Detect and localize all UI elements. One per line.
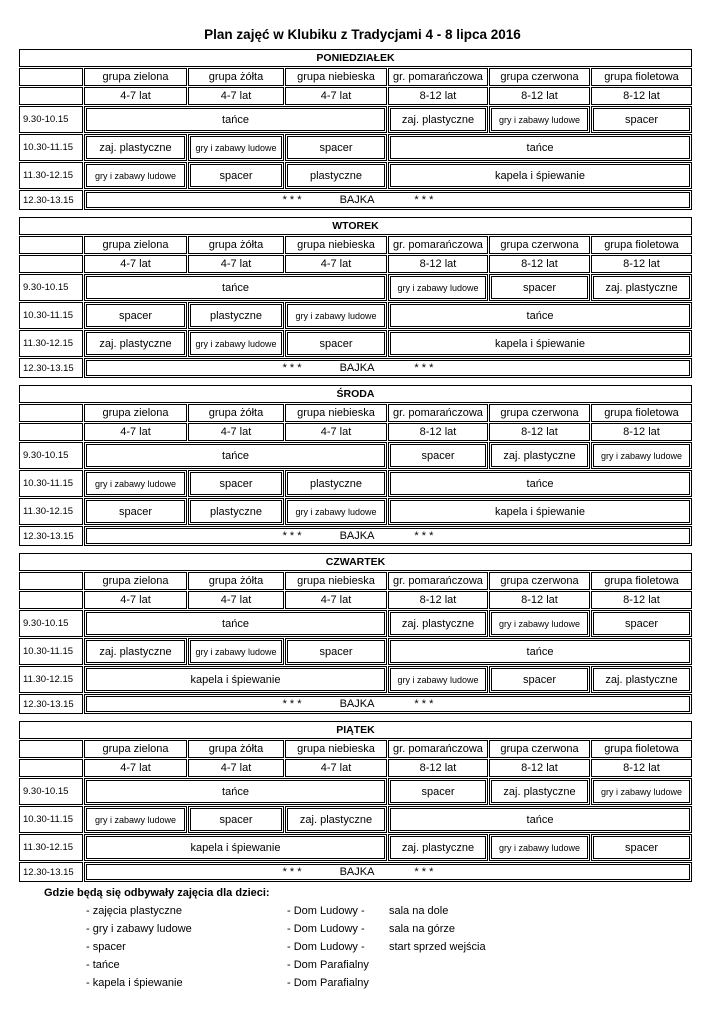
blank-cell — [19, 759, 83, 777]
day-section — [19, 721, 692, 886]
time-slot: 10.30-11.15 — [19, 134, 83, 161]
day-section — [19, 553, 692, 718]
day-header: WTOREK — [19, 217, 692, 235]
activity-cell: plastyczne — [285, 470, 387, 497]
bajka-label: BAJKA — [339, 530, 375, 542]
group-name: grupa żółta — [188, 236, 284, 254]
group-age: 4-7 lat — [188, 87, 284, 105]
group-name: grupa czerwona — [489, 68, 590, 86]
group-name: grupa czerwona — [489, 740, 590, 758]
activity-cell: spacer — [388, 778, 488, 805]
activity-cell: zaj. plastyczne — [388, 834, 488, 861]
day-section — [19, 217, 692, 382]
activity-cell: zaj. plastyczne — [84, 330, 187, 357]
activity-cell: tańce — [388, 806, 692, 833]
bajka-label: BAJKA — [339, 362, 375, 374]
activity-cell: zaj. plastyczne — [489, 778, 590, 805]
legend-activity: - spacer — [86, 941, 126, 953]
group-age: 8-12 lat — [489, 87, 590, 105]
time-slot: 12.30-13.15 — [19, 862, 83, 882]
activity-cell: spacer — [489, 666, 590, 693]
group-name: grupa niebieska — [285, 68, 387, 86]
activity-cell: gry i zabawy ludowe — [489, 610, 590, 637]
activity-cell: tańce — [388, 134, 692, 161]
day-section — [19, 49, 692, 214]
activity-cell: zaj. plastyczne — [388, 610, 488, 637]
activity-cell: kapela i śpiewanie — [84, 666, 387, 693]
legend-activity: - tańce — [86, 959, 120, 971]
activity-cell: gry i zabawy ludowe — [285, 498, 387, 525]
group-age: 4-7 lat — [84, 423, 187, 441]
activity-cell: tańce — [84, 778, 387, 805]
activity-cell: spacer — [591, 106, 692, 133]
activity-cell: tańce — [84, 106, 387, 133]
group-age: 8-12 lat — [489, 423, 590, 441]
time-slot: 11.30-12.15 — [19, 834, 83, 861]
group-age: 4-7 lat — [84, 87, 187, 105]
activity-cell: tańce — [84, 274, 387, 301]
activity-cell: spacer — [84, 302, 187, 329]
time-slot: 12.30-13.15 — [19, 190, 83, 210]
time-slot: 12.30-13.15 — [19, 694, 83, 714]
activity-cell: gry i zabawy ludowe — [489, 834, 590, 861]
legend-room: sala na górze — [389, 923, 456, 935]
activity-cell: zaj. plastyczne — [84, 638, 187, 665]
activity-cell: tańce — [388, 638, 692, 665]
legend-room: sala na dole — [389, 905, 449, 917]
activity-cell: gry i zabawy ludowe — [489, 106, 590, 133]
group-age: 4-7 lat — [84, 759, 187, 777]
blank-cell — [19, 68, 83, 86]
time-slot: 9.30-10.15 — [19, 778, 83, 805]
group-age: 4-7 lat — [285, 591, 387, 609]
group-name: grupa niebieska — [285, 236, 387, 254]
legend-heading: Gdzie będą się odbywały zajęcia dla dzieci: — [44, 887, 270, 899]
day-section — [19, 385, 692, 550]
group-age: 8-12 lat — [591, 591, 692, 609]
activity-cell: kapela i śpiewanie — [388, 498, 692, 525]
activity-cell: kapela i śpiewanie — [388, 162, 692, 189]
group-name: grupa fioletowa — [591, 572, 692, 590]
group-age: 8-12 lat — [591, 255, 692, 273]
activity-cell: spacer — [285, 638, 387, 665]
group-age: 4-7 lat — [285, 255, 387, 273]
time-slot: 12.30-13.15 — [19, 526, 83, 546]
blank-cell — [19, 591, 83, 609]
group-name: grupa niebieska — [285, 404, 387, 422]
activity-cell: gry i zabawy ludowe — [591, 442, 692, 469]
day-header: PIĄTEK — [19, 721, 692, 739]
group-name: gr. pomarańczowa — [388, 404, 488, 422]
day-header: ŚRODA — [19, 385, 692, 403]
activity-cell: gry i zabawy ludowe — [388, 274, 488, 301]
group-age: 8-12 lat — [489, 759, 590, 777]
bajka-cell — [84, 526, 692, 546]
legend-activity: - kapela i śpiewanie — [86, 977, 183, 989]
time-slot: 9.30-10.15 — [19, 274, 83, 301]
time-slot: 12.30-13.15 — [19, 358, 83, 378]
bajka-label: BAJKA — [339, 698, 375, 710]
stars-right: * * * — [414, 530, 434, 542]
time-slot: 10.30-11.15 — [19, 470, 83, 497]
activity-cell: tańce — [84, 442, 387, 469]
group-name: grupa fioletowa — [591, 68, 692, 86]
group-age: 8-12 lat — [388, 423, 488, 441]
legend-place: - Dom Ludowy - — [287, 941, 365, 953]
activity-cell: spacer — [489, 274, 590, 301]
activity-cell: spacer — [285, 330, 387, 357]
activity-cell: spacer — [285, 134, 387, 161]
legend-place: - Dom Ludowy - — [287, 905, 365, 917]
legend-room: start sprzed wejścia — [389, 941, 486, 953]
stars-left: * * * — [282, 194, 302, 206]
group-age: 4-7 lat — [285, 423, 387, 441]
activity-cell: zaj. plastyczne — [591, 274, 692, 301]
group-name: grupa fioletowa — [591, 740, 692, 758]
bajka-cell — [84, 694, 692, 714]
activity-cell: zaj. plastyczne — [591, 666, 692, 693]
time-slot: 11.30-12.15 — [19, 498, 83, 525]
activity-cell: plastyczne — [188, 302, 284, 329]
group-age: 8-12 lat — [489, 591, 590, 609]
activity-cell: kapela i śpiewanie — [388, 330, 692, 357]
legend-place: - Dom Parafialny — [287, 959, 369, 971]
blank-cell — [19, 572, 83, 590]
activity-cell: zaj. plastyczne — [84, 134, 187, 161]
group-name: grupa zielona — [84, 68, 187, 86]
group-name: grupa zielona — [84, 572, 187, 590]
activity-cell: spacer — [591, 610, 692, 637]
time-slot: 9.30-10.15 — [19, 106, 83, 133]
activity-cell: gry i zabawy ludowe — [388, 666, 488, 693]
group-age: 8-12 lat — [388, 591, 488, 609]
group-age: 8-12 lat — [388, 759, 488, 777]
activity-cell: spacer — [84, 498, 187, 525]
group-age: 4-7 lat — [84, 591, 187, 609]
activity-cell: spacer — [591, 834, 692, 861]
activity-cell: gry i zabawy ludowe — [188, 134, 284, 161]
group-name: grupa żółta — [188, 572, 284, 590]
group-age: 4-7 lat — [188, 423, 284, 441]
group-name: grupa żółta — [188, 68, 284, 86]
activity-cell: tańce — [84, 610, 387, 637]
blank-cell — [19, 740, 83, 758]
group-age: 8-12 lat — [591, 87, 692, 105]
bajka-cell — [84, 358, 692, 378]
legend-activity: - zajęcia plastyczne — [86, 905, 182, 917]
blank-cell — [19, 404, 83, 422]
bajka-cell — [84, 862, 692, 882]
group-age: 8-12 lat — [489, 255, 590, 273]
activity-cell: zaj. plastyczne — [489, 442, 590, 469]
time-slot: 11.30-12.15 — [19, 330, 83, 357]
stars-left: * * * — [282, 866, 302, 878]
stars-left: * * * — [282, 698, 302, 710]
activity-cell: spacer — [188, 162, 284, 189]
legend-place: - Dom Ludowy - — [287, 923, 365, 935]
legend-activity: - gry i zabawy ludowe — [86, 923, 192, 935]
group-name: grupa czerwona — [489, 404, 590, 422]
activity-cell: plastyczne — [188, 498, 284, 525]
activity-cell: plastyczne — [285, 162, 387, 189]
group-age: 8-12 lat — [388, 255, 488, 273]
time-slot: 10.30-11.15 — [19, 806, 83, 833]
bajka-cell — [84, 190, 692, 210]
stars-right: * * * — [414, 194, 434, 206]
activity-cell: gry i zabawy ludowe — [84, 470, 187, 497]
group-name: gr. pomarańczowa — [388, 68, 488, 86]
group-age: 4-7 lat — [188, 591, 284, 609]
group-name: grupa czerwona — [489, 572, 590, 590]
group-name: grupa zielona — [84, 404, 187, 422]
group-name: grupa żółta — [188, 740, 284, 758]
group-name: gr. pomarańczowa — [388, 572, 488, 590]
stars-right: * * * — [414, 866, 434, 878]
group-name: grupa żółta — [188, 404, 284, 422]
stars-left: * * * — [282, 362, 302, 374]
time-slot: 11.30-12.15 — [19, 666, 83, 693]
blank-cell — [19, 236, 83, 254]
group-age: 8-12 lat — [388, 87, 488, 105]
group-name: grupa niebieska — [285, 572, 387, 590]
group-age: 4-7 lat — [188, 759, 284, 777]
blank-cell — [19, 255, 83, 273]
stars-left: * * * — [282, 530, 302, 542]
activity-cell: zaj. plastyczne — [388, 106, 488, 133]
group-name: gr. pomarańczowa — [388, 236, 488, 254]
group-age: 8-12 lat — [591, 759, 692, 777]
blank-cell — [19, 423, 83, 441]
blank-cell — [19, 87, 83, 105]
group-name: grupa zielona — [84, 740, 187, 758]
time-slot: 9.30-10.15 — [19, 442, 83, 469]
time-slot: 9.30-10.15 — [19, 610, 83, 637]
activity-cell: gry i zabawy ludowe — [285, 302, 387, 329]
time-slot: 11.30-12.15 — [19, 162, 83, 189]
time-slot: 10.30-11.15 — [19, 638, 83, 665]
activity-cell: tańce — [388, 302, 692, 329]
activity-cell: gry i zabawy ludowe — [591, 778, 692, 805]
activity-cell: spacer — [388, 442, 488, 469]
day-header: CZWARTEK — [19, 553, 692, 571]
group-name: grupa zielona — [84, 236, 187, 254]
activity-cell: zaj. plastyczne — [285, 806, 387, 833]
activity-cell: spacer — [188, 806, 284, 833]
activity-cell: gry i zabawy ludowe — [84, 162, 187, 189]
activity-cell: spacer — [188, 470, 284, 497]
group-name: gr. pomarańczowa — [388, 740, 488, 758]
group-age: 8-12 lat — [591, 423, 692, 441]
activity-cell: gry i zabawy ludowe — [188, 330, 284, 357]
group-age: 4-7 lat — [285, 759, 387, 777]
group-age: 4-7 lat — [188, 255, 284, 273]
legend-place: - Dom Parafialny — [287, 977, 369, 989]
stars-right: * * * — [414, 698, 434, 710]
group-name: grupa niebieska — [285, 740, 387, 758]
group-age: 4-7 lat — [285, 87, 387, 105]
day-header: PONIEDZIAŁEK — [19, 49, 692, 67]
bajka-label: BAJKA — [339, 866, 375, 878]
activity-cell: kapela i śpiewanie — [84, 834, 387, 861]
bajka-label: BAJKA — [339, 194, 375, 206]
stars-right: * * * — [414, 362, 434, 374]
activity-cell: gry i zabawy ludowe — [84, 806, 187, 833]
group-name: grupa fioletowa — [591, 236, 692, 254]
activity-cell: gry i zabawy ludowe — [188, 638, 284, 665]
page-title: Plan zajęć w Klubiku z Tradycjami 4 - 8 lipca 2016 — [204, 27, 521, 42]
group-age: 4-7 lat — [84, 255, 187, 273]
group-name: grupa fioletowa — [591, 404, 692, 422]
time-slot: 10.30-11.15 — [19, 302, 83, 329]
group-name: grupa czerwona — [489, 236, 590, 254]
activity-cell: tańce — [388, 470, 692, 497]
